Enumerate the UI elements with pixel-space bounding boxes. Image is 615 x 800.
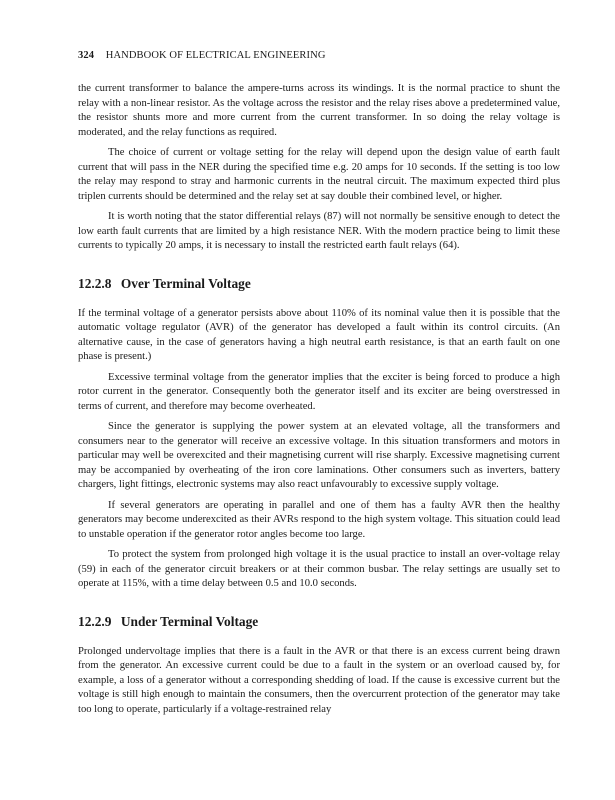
body-text (78, 82, 560, 723)
paragraph: If several generators are operating in parallel and one of them has a faulty AVR then the healthy generators may become underexcited as their AVRs respond to the high system voltage. This situation could lead to unstable operation if the generator rotor angles become too large. (78, 499, 560, 540)
running-title: HANDBOOK OF ELECTRICAL ENGINEERING (105, 50, 326, 61)
paragraph: Excessive terminal voltage from the generator implies that the exciter is being forced to produce a high rotor current in the generator. Consequently both the generator itself and its exciter are being overstressed in terms of current, and therefore may become overheated. (78, 371, 560, 412)
running-header (78, 50, 326, 61)
paragraph: Prolonged undervoltage implies that there is a fault in the AVR or that there is an excess current being drawn from the generator. An excessive current could be due to a fault in the system or an overload caused by, for example, a loss of a generator without a corresponding shedding of load. If the cause is excessive current but the voltage is still high enough to maintain the consumers, then the overcurrent protection of the generator may take too long to operate, particularly if a voltage-restrained relay (78, 645, 560, 715)
section-heading-12-2-9 (78, 614, 560, 630)
paragraph: If the terminal voltage of a generator persists above about 110% of its nominal value then it is possible that the automatic voltage regulator (AVR) of the generator has developed a fault within its control circuits. (An alternative cause, in the case of generators having a high neutral earth resistance, is that an earth fault on one phase is present.) (78, 307, 560, 362)
paragraph: It is worth noting that the stator differential relays (87) will not normally be sensitive enough to detect the low earth fault currents that are limited by a high resistance NER. With the modern practice being to limit these currents to typically 20 amps, it is necessary to install the restricted earth fault relays (64). (78, 211, 560, 251)
paragraph: The choice of current or voltage setting for the relay will depend upon the design value of earth fault current that will pass in the NER during the specified time e.g. 20 amps for 10 seconds. If the setting is too low the relay may respond to stray and harmonic currents in the neutral circuit. The maximum expected third plus triplen currents should be determined and the relay set at say double their combined level, or higher. (78, 147, 560, 202)
section-title: Over Terminal Voltage (120, 275, 251, 291)
paragraph: the current transformer to balance the ampere-turns across its windings. It is the normal practice to shunt the relay with a non-linear resistor. As the voltage across the resistor and the relay rises above a predetermined value, the resistor shunts more and more current from the current transformer. In so doing the relay voltage is moderated, and the relay functions as required. (78, 83, 560, 138)
paragraph: To protect the system from prolonged high voltage it is the usual practice to install an over-voltage relay (59) in each of the generator circuit breakers or at their common busbar. The relay settings are usually set to operate at 115%, with a time delay between 0.5 and 10.0 seconds. (78, 549, 560, 589)
paragraph: Since the generator is supplying the power system at an elevated voltage, all the transformers and consumers near to the generator will receive an excessive voltage. In this situation transformers and motors in particular may well be overexcited and their magnetising current will rise sharply. Excessive magnetising current may be accompanied by overheating of the iron core laminations. Other consumers such as inverters, battery chargers, light fittings, electronic systems may also react unfavourably to excessive supply voltage. (78, 421, 560, 490)
section-title: Under Terminal Voltage (120, 613, 259, 629)
section-number: 12.2.8 (78, 275, 112, 291)
page-number: 324 (78, 50, 95, 61)
section-number: 12.2.9 (78, 613, 112, 629)
section-heading-12-2-8 (78, 276, 560, 292)
